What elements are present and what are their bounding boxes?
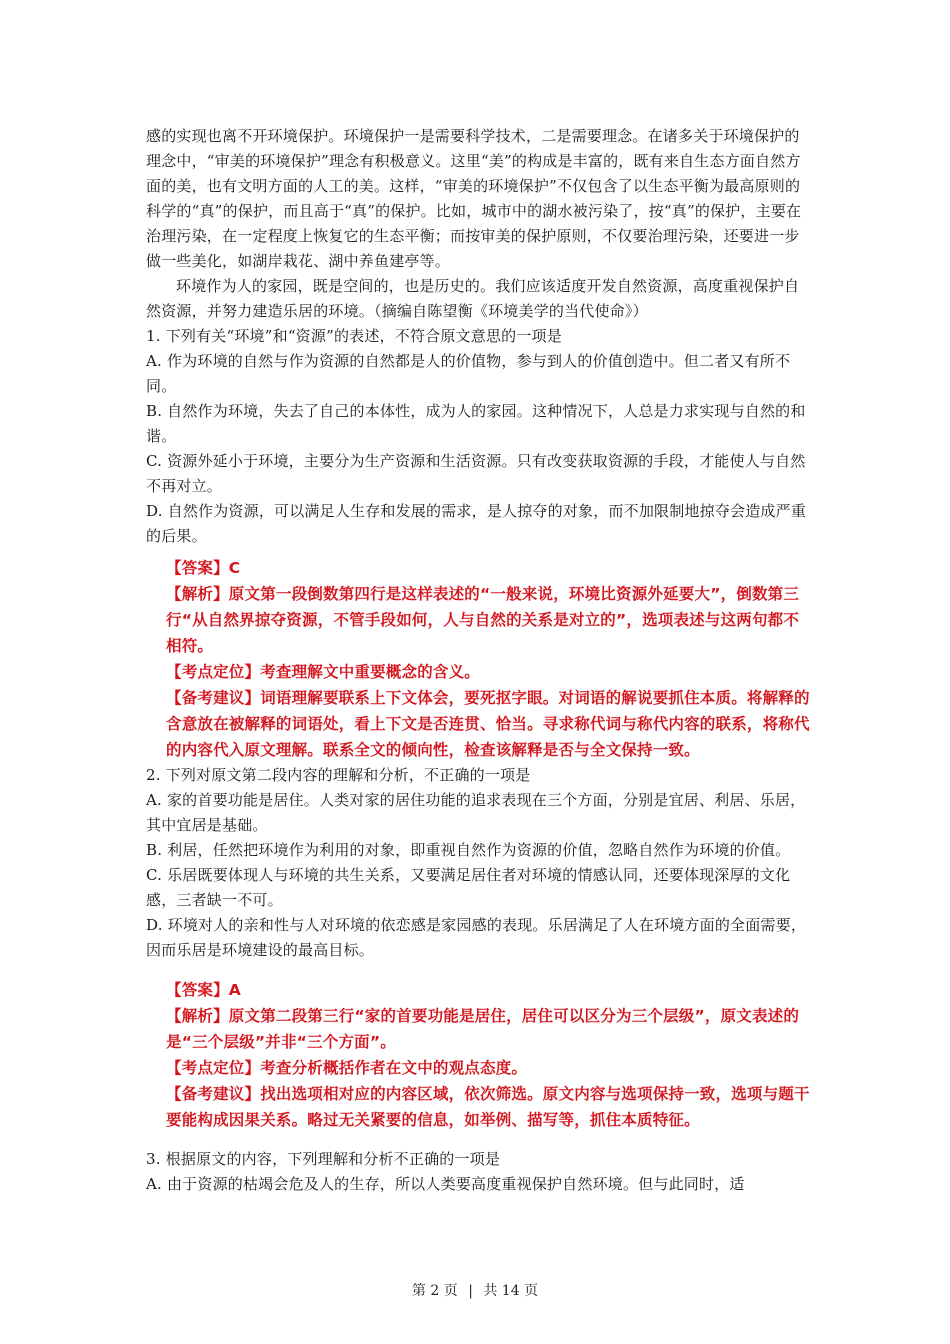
question-2-option-c: C. 乐居既要体现人与环境的共生关系，又要满足居住者对环境的情感认同，还要体现深厚的文化感，三者缺一不可。 — [146, 866, 791, 909]
footer-separator: | — [468, 1283, 473, 1299]
question-2-advice: 【备考建议】找出选项相对应的内容区域，依次筛选。原文内容与选项保持一致，选项与题干要能构成因果关系。略过无关紧要的信息，如举例、描写等，抓住本质特征。 — [166, 1085, 810, 1129]
page-total: 共 14 页 — [483, 1283, 539, 1299]
question-1-option-d: D. 自然作为资源，可以满足人生存和发展的需求，是人掠夺的对象，而不加限制地掠夺会造成严重的后果。 — [146, 502, 807, 545]
question-2-answer: 【答案】A — [166, 981, 241, 999]
question-2-point: 【考点定位】考查分析概括作者在文中的观点态度。 — [166, 1059, 528, 1077]
question-1-option-b: B. 自然作为环境，失去了自己的本体性，成为人的家园。这种情况下，人总是力求实现与自然的和谐。 — [146, 402, 806, 445]
page-number: 第 2 页 — [411, 1283, 458, 1299]
question-1-option-a: A. 作为环境的自然与作为资源的自然都是人的价值物，参与到人的价值创造中。但二者又有所不同。 — [146, 352, 791, 395]
page-content — [146, 124, 814, 1197]
question-2-option-b: B. 利居，任然把环境作为利用的对象，即重视自然作为资源的价值，忽略自然作为环境的价值。 — [146, 841, 791, 859]
question-1-point: 【考点定位】考查理解文中重要概念的含义。 — [166, 663, 481, 681]
question-1-option-c: C. 资源外延小于环境，主要分为生产资源和生活资源。只有改变获取资源的手段，才能使人与自然不再对立。 — [146, 452, 806, 495]
question-2-option-a: A. 家的首要功能是居住。人类对家的居住功能的追求表现在三个方面，分别是宜居、利居、乐居，其中宜居是基础。 — [146, 791, 806, 834]
spacer — [146, 1133, 814, 1147]
question-1-advice: 【备考建议】词语理解要联系上下文体会，要死抠字眼。对词语的解说要抓住本质。将解释的含意放在被解释的词语处，看上下文是否连贯、恰当。寻求称代词与称代内容的联系，将称代的内容代入原文理解。联系全文的倾向性，检查该解释是否与全文保持一致。 — [166, 689, 810, 759]
page-footer — [0, 1280, 950, 1300]
question-1-answer: 【答案】C — [166, 559, 241, 577]
question-1-stem: 1. 下列有关“环境”和“资源”的表述，不符合原文意思的一项是 — [146, 327, 562, 345]
passage-paragraph-1: 感的实现也离不开环境保护。环境保护一是需要科学技术，二是需要理念。在诸多关于环境保护的理念中，“审美的环境保护”理念有积极意义。这里“美”的构成是丰富的，既有来自生态方面自然方面的美，也有文明方面的人工的美。这样，“审美的环境保护”不仅包含了以生态平衡为最高原则的科学的“真”的保护，而且高于“真”的保护。比如，城市中的湖水被污染了，按“真”的保护，主要在治理污染，在一定程度上恢复它的生态平衡；而按审美的保护原则，不仅要治理污染，还要进一步做一些美化，如湖岸栽花、湖中养鱼建亭等。 — [146, 127, 802, 270]
passage-paragraph-2: 环境作为人的家园，既是空间的，也是历史的。我们应该适度开发自然资源，高度重视保护自然资源，并努力建造乐居的环境。（摘编自陈望衡《环境美学的当代使命》） — [146, 277, 800, 320]
question-3-option-a: A. 由于资源的枯竭会危及人的生存，所以人类要高度重视保护自然环境。但与此同时，适 — [146, 1175, 745, 1193]
question-3-stem: 3. 根据原文的内容，下列理解和分析不正确的一项是 — [146, 1150, 501, 1168]
question-2-analysis: 【解析】原文第二段第三行“家的首要功能是居住，居住可以区分为三个层级”，原文表述的是“三个层级”并非“三个方面”。 — [166, 1007, 800, 1051]
spacer — [146, 963, 814, 977]
question-2-option-d: D. 环境对人的亲和性与人对环境的依恋感是家园感的表现。乐居满足了人在环境方面的全面需要，因而乐居是环境建设的最高目标。 — [146, 916, 807, 959]
question-2-stem: 2. 下列对原文第二段内容的理解和分析，不正确的一项是 — [146, 766, 531, 784]
question-1-analysis: 【解析】原文第一段倒数第四行是这样表述的“一般来说，环境比资源外延要大”，倒数第三行“从自然界掠夺资源，不管手段如何，人与自然的关系是对立的”，选项表述与这两句都不相符。 — [166, 585, 800, 655]
